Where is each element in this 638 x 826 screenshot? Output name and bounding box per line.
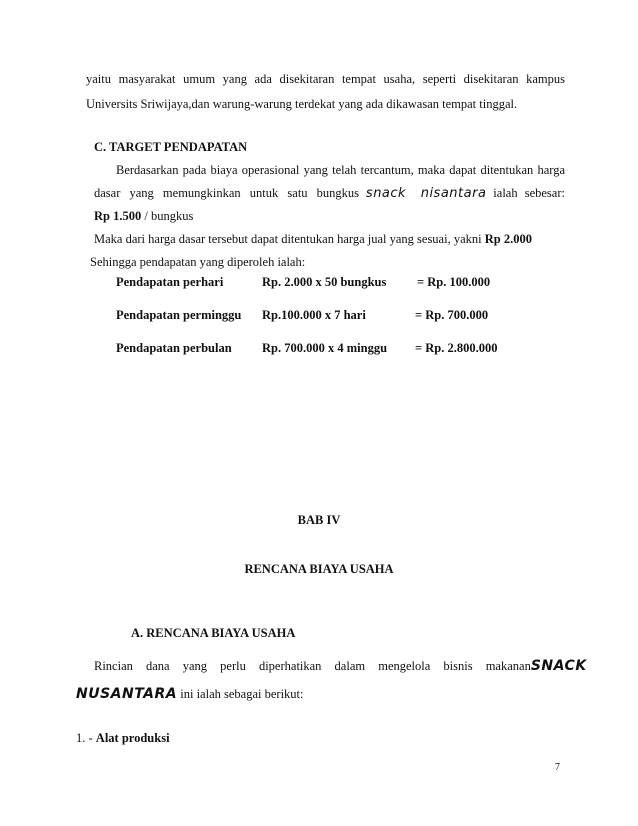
section-c-line-2-pre: dasar yang memungkinkan untuk satu bungkus	[94, 186, 360, 200]
section-c-line-5: Sehingga pendapatan yang diperoleh ialah:	[90, 255, 306, 269]
section-c-line-1: Berdasarkan pada biaya operasional yang telah tercantum, maka dapat ditentukan harga	[116, 163, 565, 177]
section-c-heading: C. TARGET PENDAPATAN	[94, 140, 248, 154]
list-item	[76, 731, 170, 746]
base-price: Rp 1.500	[94, 209, 142, 223]
chapter-number: BAB IV	[297, 513, 341, 527]
chapter-title: RENCANA BIAYA USAHA	[244, 562, 394, 576]
section-a-line-2-post: ini ialah sebagai berikut:	[177, 687, 304, 701]
section-a-heading: A. RENCANA BIAYA USAHA	[131, 626, 296, 640]
intro-line-2: Universits Sriwijaya,dan warung-warung terdekat yang ada dikawasan tempat tinggal.	[86, 97, 518, 111]
section-a-line-2	[76, 686, 304, 702]
brand-nusantara: NUSANTARA	[76, 686, 178, 702]
brand-snack-nisantara: snack nisantara	[365, 186, 487, 201]
revenue-row-result: = Rp. 700.000	[415, 308, 489, 322]
section-c-line-4	[94, 232, 532, 247]
revenue-row-calc: Rp. 2.000 x 50 bungkus	[262, 275, 387, 289]
revenue-row-result: = Rp. 100.000	[417, 275, 491, 289]
revenue-row-calc: Rp.100.000 x 7 hari	[262, 308, 366, 322]
section-c-line-3	[94, 209, 193, 224]
revenue-row-calc: Rp. 700.000 x 4 minggu	[262, 341, 388, 355]
brand-snack: SNACK	[530, 658, 587, 674]
revenue-row-label: Pendapatan perminggu	[116, 308, 242, 322]
page-number: 7	[555, 762, 560, 773]
section-c-line-2-post: ialah sebesar:	[493, 186, 565, 200]
list-item-number: 1. -	[76, 731, 93, 745]
revenue-row-label: Pendapatan perbulan	[116, 341, 232, 355]
selling-price: Rp 2.000	[484, 232, 532, 246]
intro-line-1: yaitu masyarakat umum yang ada disekitaran tempat usaha, seperti disekitaran kampus	[86, 72, 565, 86]
section-a-line-1-pre: Rincian dana yang perlu diperhatikan dalam mengelola bisnis makanan	[94, 659, 531, 673]
revenue-row-result: = Rp. 2.800.000	[415, 341, 498, 355]
section-a-line-1	[94, 658, 587, 674]
section-c-line-4-pre: Maka dari harga dasar tersebut dapat ditentukan harga jual yang sesuai, yakni	[94, 232, 485, 246]
list-item-label: Alat produksi	[95, 731, 170, 745]
base-price-unit: / bungkus	[141, 209, 194, 223]
revenue-row-label: Pendapatan perhari	[116, 275, 224, 289]
section-c-line-2	[94, 186, 565, 201]
